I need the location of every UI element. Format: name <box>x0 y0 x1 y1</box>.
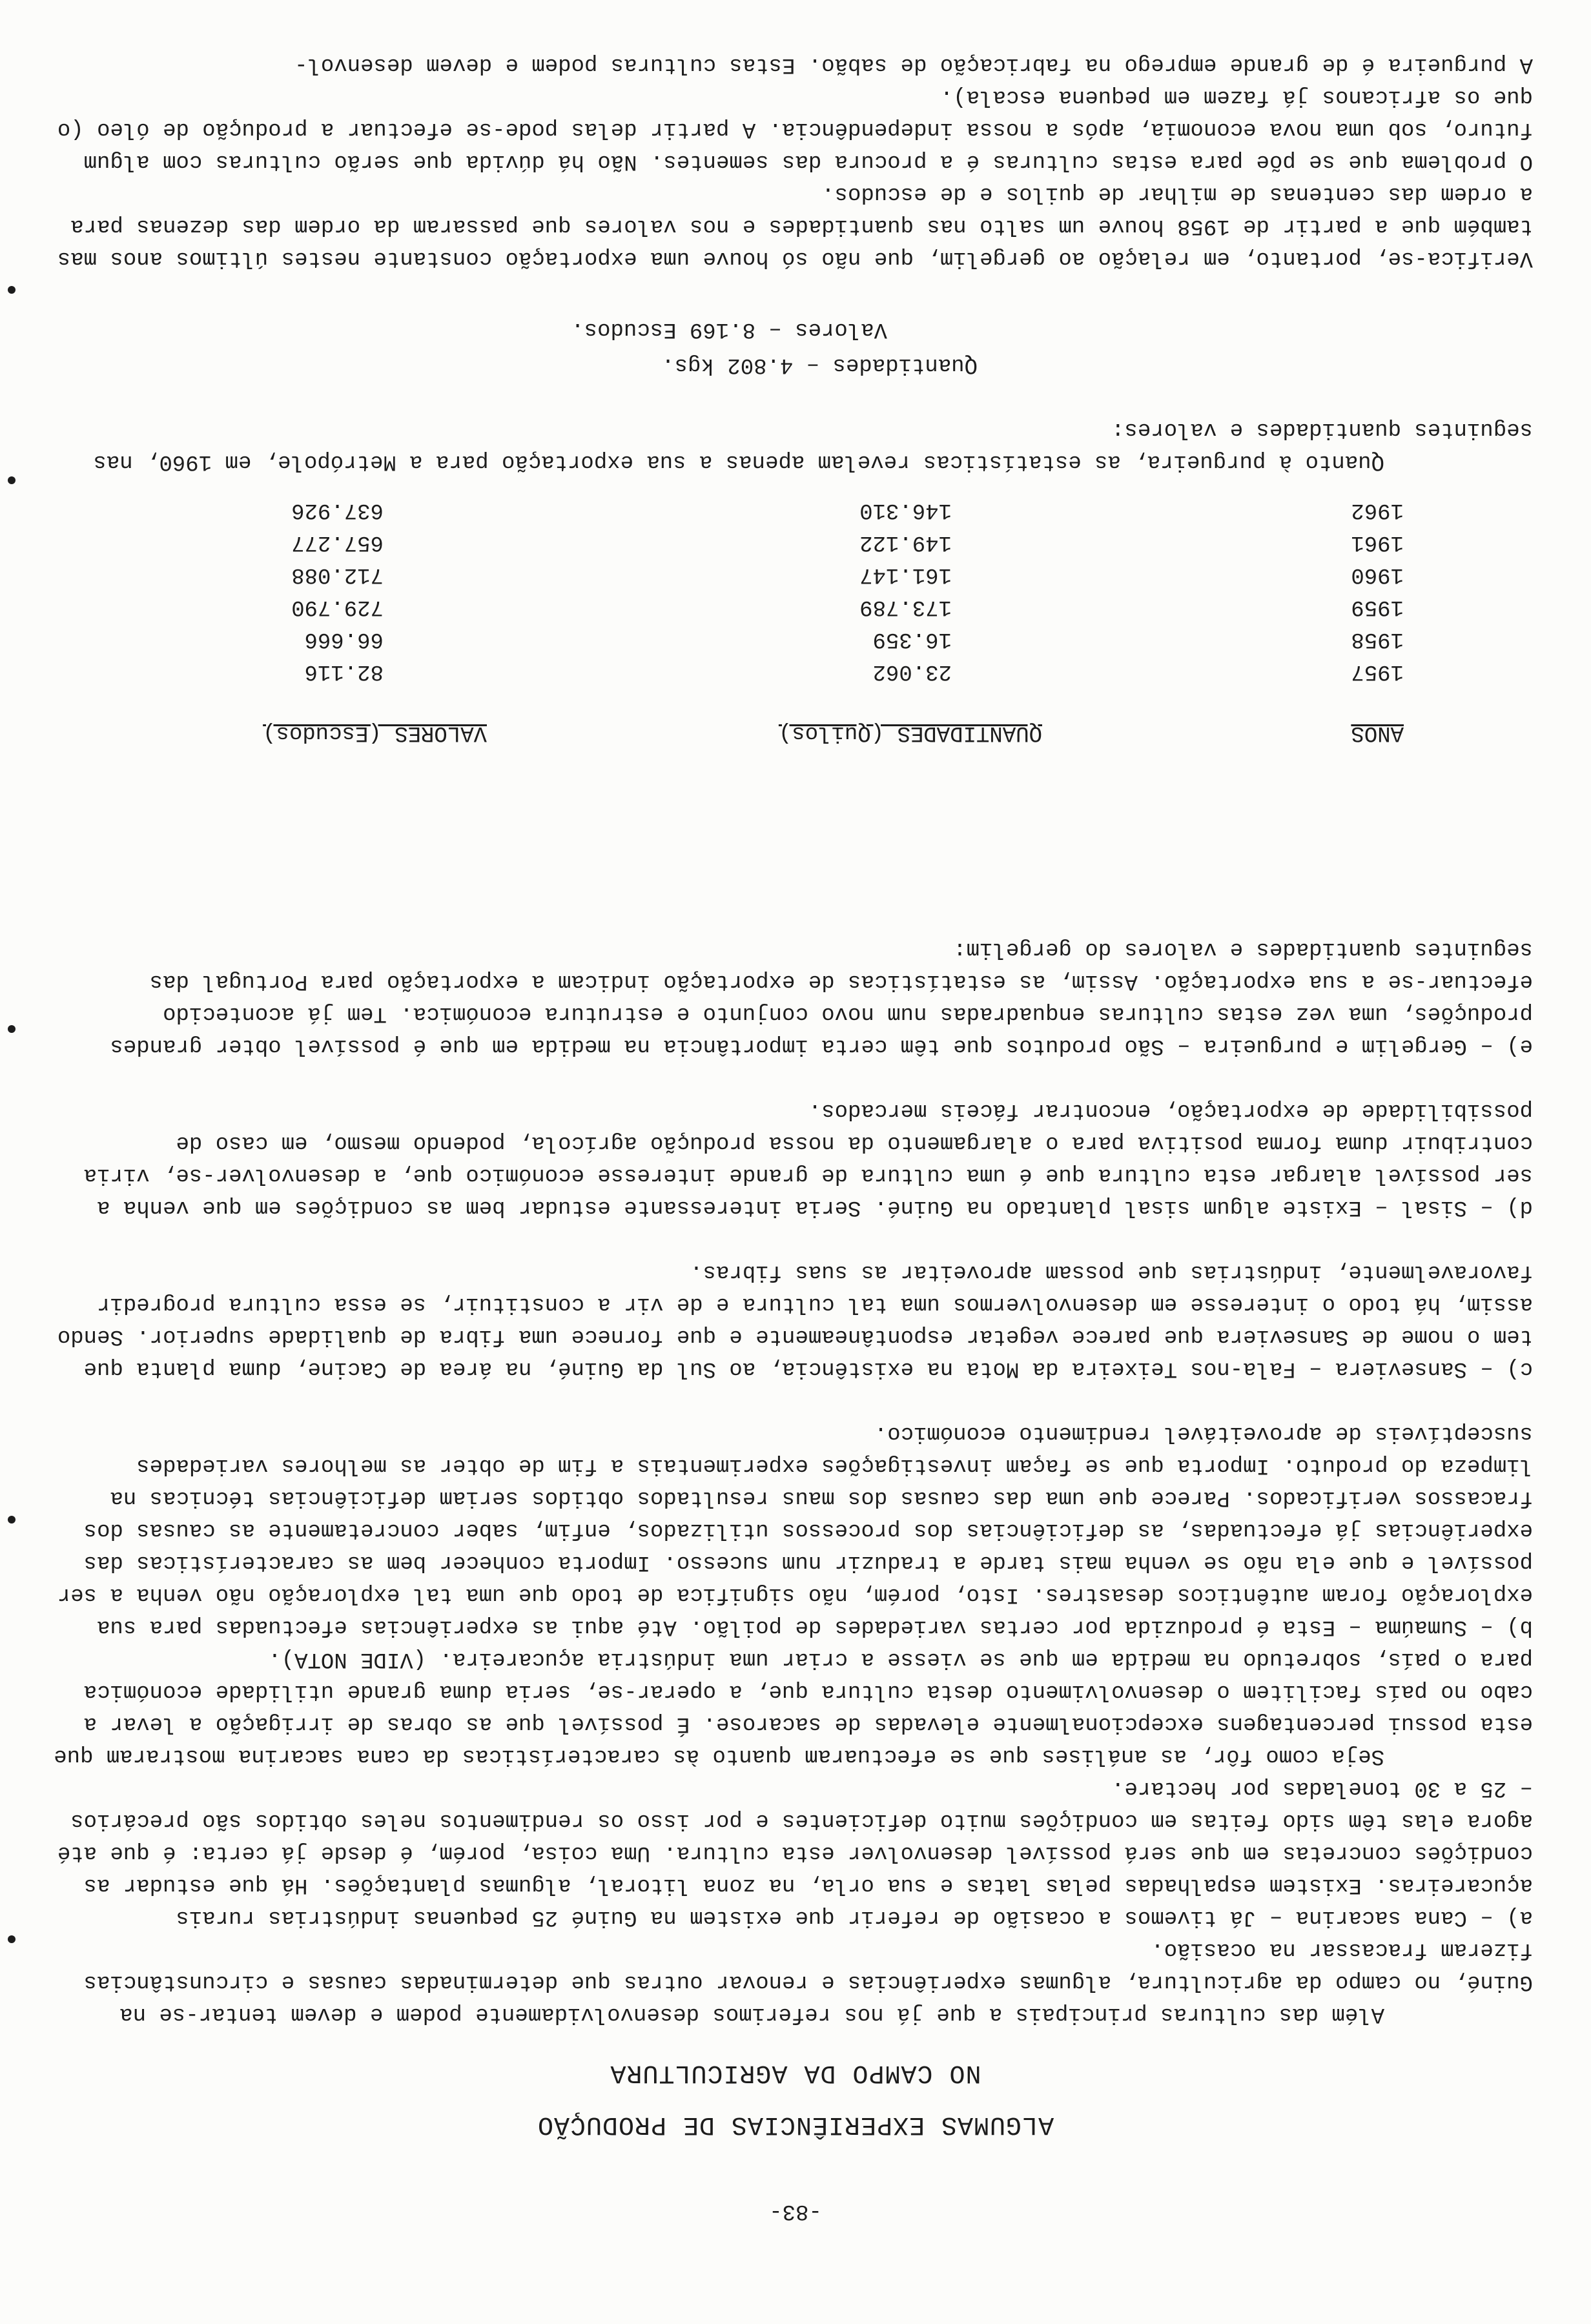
cell-valor: 729.790 <box>291 595 384 619</box>
page-subtitle: NO CAMPO DA AGRICULTURA <box>610 2058 981 2087</box>
header-quantidades: QUANTIDADES (Quilos) <box>778 720 1042 745</box>
table-row <box>48 623 1533 655</box>
cell-ano: 1959 <box>1351 595 1404 619</box>
gergelim-table <box>48 494 1533 749</box>
purgueira-valores: Valores – 8.169 Escudos. <box>571 317 887 341</box>
purgueira-valores-line <box>48 310 1533 345</box>
cell-ano: 1960 <box>1351 562 1404 587</box>
cell-quantidade: 23.062 <box>872 659 952 684</box>
cell-ano: 1957 <box>1351 659 1404 684</box>
paragraph-sumauma: b) – Sumaúma – Esta é produzida por certas variedades de poilão. Até aqui as experiências efectuadas para sua exploração foram autênticos desastres. Isto, porém, não significa de todo que uma tal exploração não venha a ser possível e que ela não se venha mais tarde a traduzir num sucesso. Importa conhecer bem as características das experiências já efectuadas, as deficiências dos processos utilizados, enfim, saber concretamente as causas dos fracassos verificados. Parece que uma das causas dos maus resultados obtidos seriam deficiências técnicas na limpeza do produto. Importa que se façam investigações experimentais a fim de obter as melhores variedades susceptíveis de aproveitável rendimento económico. <box>44 1421 1533 1639</box>
body-bottom <box>44 48 1533 274</box>
purgueira-block <box>48 310 1533 478</box>
header-valores: VALORES (Escudos) <box>263 720 487 745</box>
table-row <box>48 591 1533 623</box>
purgueira-quantidades-line <box>48 345 1533 381</box>
table-header <box>48 717 1533 749</box>
paragraph-sisal: d) – Sisal – Existe algum sisal plantado na Guiné. Seria interessante estudar bem as condições em que venha a ser possível alargar esta cultura que é uma cultura de grande interesse económico que, a desenvolver-se, viria contribuir duma forma positiva para o alargamento da nossa produção agrícola, podendo mesmo, em caso de possibilidade de exportação, encontrar fáceis mercados. <box>70 1098 1533 1219</box>
cell-ano: 1962 <box>1351 498 1404 522</box>
paragraph-purgueira: Quanto à purgueira, as estatísticas revelam apenas a sua exportação para a Metrópole, em 1960, nas seguintes quantidades e valores: <box>80 417 1533 474</box>
margin-dot <box>8 1025 15 1033</box>
header-anos: ANOS <box>1351 720 1404 745</box>
body-top <box>40 933 1533 2030</box>
paragraph-cana-sacarina: a) – Cana sacarina – Já tivemos a ocasião de referir que existem na Guiné 25 pequenas indústrias rurais açucareiras. Existem espalhadas pelas latas e sua orla, na zona litoral, algumas plantações. Há que estudar as condições concretas em que será possível desenvolver esta cultura. Uma coisa, porém, é desde já certa: é que até agora elas têm sido feitas em condições muito deficientes e por isso os rendimentos neles obtidos são precários – 25 a 30 toneladas por hectare. <box>44 1776 1533 1930</box>
cell-valor: 712.088 <box>291 562 384 587</box>
table-row <box>48 655 1533 688</box>
table-row <box>48 494 1533 526</box>
page-title: ALGUMAS EXPERIÊNCIAS DE PRODUÇÃO <box>537 2110 1054 2139</box>
margin-dot <box>8 1935 15 1943</box>
margin-dot <box>8 476 15 484</box>
cell-valor: 637.926 <box>291 498 384 522</box>
paragraph-gergelim: e) – Gergelim e purgueira – São produtos que têm certa importância na medida em que é possível obter grandes produções, uma vez estas culturas enquadradas num novo conjunto e estrutura económica. Tem já acontecido efectuar-se a sua exportação. Assim, as estatísticas de exportação indicam a exportação para Portugal das seguintes quantidades e valores do gergelim: <box>97 937 1533 1058</box>
cell-valor: 82.116 <box>304 659 384 684</box>
cell-ano: 1958 <box>1351 627 1404 651</box>
table-row <box>48 526 1533 558</box>
cell-ano: 1961 <box>1351 530 1404 555</box>
table-row <box>48 558 1533 591</box>
page-number: -83- <box>769 2199 822 2223</box>
cell-quantidade: 16.359 <box>872 627 952 651</box>
paragraph-verifica: Verifica-se, portanto, em relação ao gergelim, que não só houve uma exportação constante nestes últimos anos mas também que a partir de 1958 houve um salto nas quantidades e nos valores que passaram da ordem das dezenas para a ordem das centenas de milhar de quilos e de escudos. <box>44 181 1533 270</box>
cell-quantidade: 149.122 <box>859 530 952 555</box>
cell-quantidade: 146.310 <box>859 498 952 522</box>
margin-dot <box>8 286 15 294</box>
paragraph-sanseviera: c) – Sanseviera – Fala-nos Teixeira da Mota na existência, ao Sul da Guiné, na área de Cacine, duma planta que tem o nome de Sanseviera que parece vegetar espontâneamente e que fornece uma fibra de qualidade superior. Sendo assim, há todo o interesse em desenvolvermos uma tal cultura e de vir a constituir, se essa cultura progredir favoravelmente, indústrias que possam aproveitar as suas fibras. <box>44 1259 1533 1381</box>
paragraph-problema: O problema que se põe para estas culturas é a procura das sementes. Não há dúvida que serão culturas com algum futuro, sob uma nova economia, após a nossa independência. A partir delas pode-se efectuar a produção de óleo (o que os africanos já fazem em pequena escala). <box>44 85 1533 174</box>
cell-valor: 657.277 <box>291 530 384 555</box>
cell-quantidade: 173.789 <box>859 595 952 619</box>
margin-dot <box>8 1516 15 1524</box>
paragraph-intro: Além das culturas principais a que já nos referimos desenvolvidamente podem e devem tentar-se na Guiné, no campo da agricultura, algumas experiências e renovar outras que determinadas causas e circunstâncias fizeram fracassar na ocasião. <box>70 1937 1533 2026</box>
paragraph-purgueira-sabao: A purgueira é de grande emprego na fabricação de sabão. Estas culturas podem e devem desenvol- <box>294 52 1533 77</box>
paragraph-cana-analises: Seja como fôr, as análises que se efectuaram quanto às características da cana sacarina mostraram que esta possui percentagens excepcionalmente elevadas de sacarose. É possível que as obras de irrigação a levar a cabo no país facilitem o desenvolvimento desta cultura que, a operar-se, seria duma grande utilidade económica para o país, sobretudo na medida em que se viesse a criar uma indústria açucareira. (VIDE NOTA). <box>40 1647 1533 1768</box>
cell-quantidade: 161.147 <box>859 562 952 587</box>
cell-valor: 66.666 <box>304 627 384 651</box>
purgueira-quantidades: Quantidades – 4.802 kgs. <box>661 352 978 377</box>
